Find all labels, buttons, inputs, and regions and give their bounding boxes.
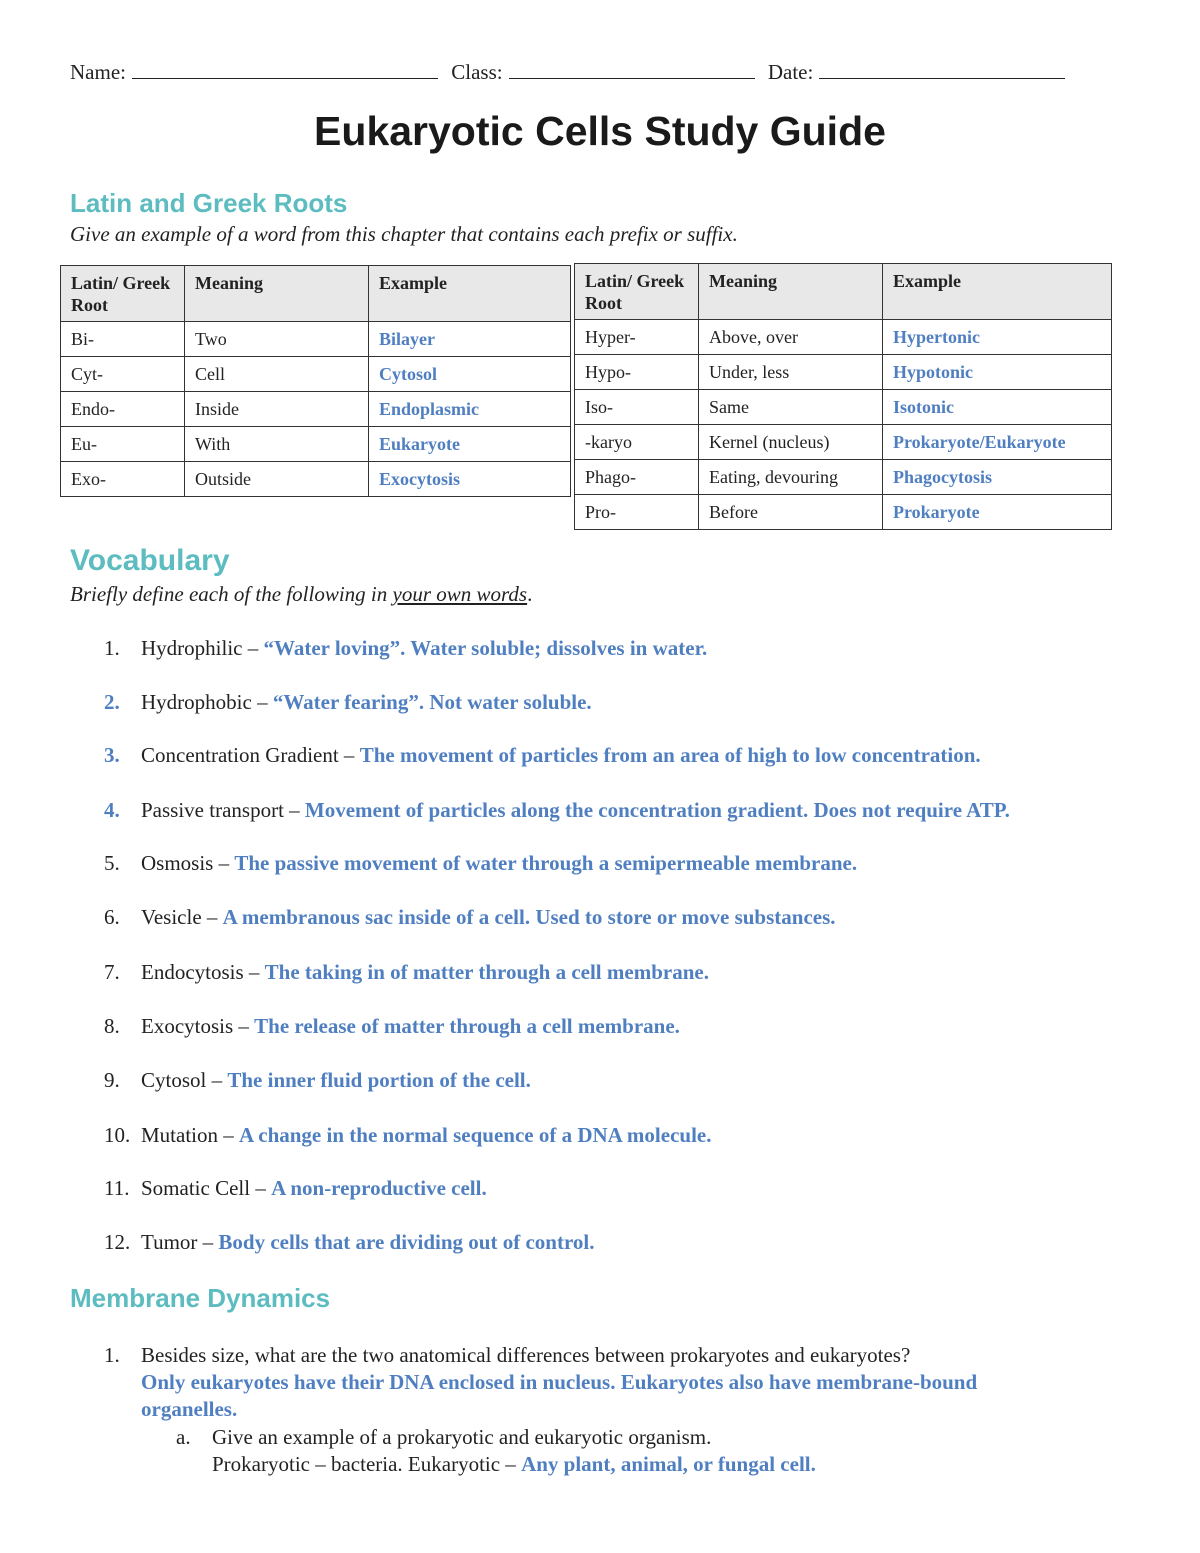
root-cell: -karyo (575, 425, 699, 460)
example-cell: Hypotonic (883, 355, 1112, 390)
meaning-cell: Before (699, 495, 883, 530)
table-row (575, 495, 1112, 530)
instruction-underlined: your own words (392, 582, 528, 606)
question-number: 1. (104, 1343, 120, 1367)
example-cell: Prokaryote/Eukaryote (883, 425, 1112, 460)
item-number: 3. (104, 743, 120, 767)
class-blank[interactable] (509, 58, 755, 79)
vocab-definition: Movement of particles along the concentration gradient. Does not require ATP. (304, 798, 1010, 822)
meaning-cell: Two (185, 322, 369, 357)
table-header-row (61, 266, 571, 322)
roots-table-right (574, 263, 1112, 530)
table-row (575, 355, 1112, 390)
example-cell: Endoplasmic (369, 392, 571, 427)
root-cell: Eu- (61, 427, 185, 462)
vocab-definition: A change in the normal sequence of a DNA molecule. (239, 1123, 712, 1147)
example-cell: Hypertonic (883, 320, 1112, 355)
col-header-example: Example (883, 264, 1112, 320)
answer-text: Any plant, animal, or fungal cell. (521, 1452, 816, 1476)
vocab-term: Cytosol – (141, 1068, 228, 1092)
vocab-definition: The inner fluid portion of the cell. (227, 1068, 531, 1092)
vocab-term: Vesicle – (141, 905, 223, 929)
roots-instruction: Give an example of a word from this chapter that contains each prefix or suffix. (70, 222, 738, 246)
instruction-period: . (527, 582, 533, 606)
col-header-meaning: Meaning (699, 264, 883, 320)
meaning-cell: Same (699, 390, 883, 425)
subquestion-answer (212, 1452, 816, 1477)
vocab-term: Somatic Cell – (141, 1176, 272, 1200)
root-cell: Endo- (61, 392, 185, 427)
root-cell: Hyper- (575, 320, 699, 355)
vocab-definition: Body cells that are dividing out of control. (218, 1230, 595, 1254)
table-row (61, 427, 571, 462)
vocab-term: Tumor – (141, 1230, 219, 1254)
membrane-dynamics-heading: Membrane Dynamics (70, 1283, 331, 1313)
meaning-cell: Kernel (nucleus) (699, 425, 883, 460)
example-cell: Isotonic (883, 390, 1112, 425)
vocab-term: Mutation – (141, 1123, 239, 1147)
root-cell: Hypo- (575, 355, 699, 390)
student-info-line (70, 58, 1080, 85)
table-header-row (575, 264, 1112, 320)
col-header-root: Latin/ Greek Root (61, 266, 185, 322)
item-number: 2. (104, 690, 120, 714)
date-label: Date: (767, 60, 814, 84)
vocab-term: Osmosis – (141, 851, 235, 875)
item-number: 10. (104, 1123, 131, 1147)
example-cell: Prokaryote (883, 495, 1112, 530)
item-number: 6. (104, 905, 120, 929)
example-cell: Phagocytosis (883, 460, 1112, 495)
vocabulary-instruction (70, 582, 532, 607)
item-number: 7. (104, 960, 120, 984)
example-cell: Cytosol (369, 357, 571, 392)
vocab-term: Concentration Gradient – (141, 743, 360, 767)
root-cell: Phago- (575, 460, 699, 495)
table-row (61, 322, 571, 357)
root-cell: Cyt- (61, 357, 185, 392)
instruction-text: Briefly define each of the following in (70, 582, 393, 606)
vocab-definition: The release of matter through a cell membrane. (254, 1014, 680, 1038)
item-number: 4. (104, 798, 120, 822)
roots-heading: Latin and Greek Roots (70, 188, 348, 218)
vocab-term: Hydrophilic – (141, 636, 264, 660)
vocab-definition: The passive movement of water through a semipermeable membrane. (234, 851, 858, 875)
meaning-cell: Under, less (699, 355, 883, 390)
vocab-definition: “Water loving”. Water soluble; dissolves in water. (263, 636, 708, 660)
item-number: 9. (104, 1068, 120, 1092)
name-label: Name: (70, 60, 126, 84)
meaning-cell: Inside (185, 392, 369, 427)
question-answer-line-2 (141, 1397, 237, 1422)
table-row (575, 425, 1112, 460)
example-cell: Eukaryote (369, 427, 571, 462)
table-row (61, 462, 571, 497)
vocab-definition: The taking in of matter through a cell membrane. (264, 960, 709, 984)
page-title: Eukaryotic Cells Study Guide (314, 108, 886, 154)
vocab-definition: A non-reproductive cell. (271, 1176, 487, 1200)
vocab-term: Exocytosis – (141, 1014, 255, 1038)
col-header-example: Example (369, 266, 571, 322)
meaning-cell: Cell (185, 357, 369, 392)
item-number: 11. (104, 1176, 130, 1200)
root-cell: Bi- (61, 322, 185, 357)
meaning-cell: Outside (185, 462, 369, 497)
root-cell: Exo- (61, 462, 185, 497)
col-header-meaning: Meaning (185, 266, 369, 322)
item-number: 1. (104, 636, 120, 660)
question-answer-line-1 (141, 1370, 977, 1395)
root-cell: Iso- (575, 390, 699, 425)
vocab-term: Hydrophobic – (141, 690, 273, 714)
name-blank[interactable] (132, 58, 438, 79)
item-number: 5. (104, 851, 120, 875)
subquestion-letter: a. (176, 1425, 191, 1449)
table-row (61, 392, 571, 427)
question-text: Besides size, what are the two anatomical differences between prokaryotes and eukaryotes? (141, 1343, 911, 1367)
vocab-term: Passive transport – (141, 798, 305, 822)
vocab-term: Endocytosis – (141, 960, 265, 984)
date-blank[interactable] (819, 58, 1065, 79)
vocab-definition: “Water fearing”. Not water soluble. (272, 690, 592, 714)
item-number: 8. (104, 1014, 120, 1038)
answer-text: organelles. (141, 1397, 238, 1421)
root-cell: Pro- (575, 495, 699, 530)
answer-prefix: Prokaryotic – bacteria. Eukaryotic – (212, 1452, 522, 1476)
vocabulary-heading: Vocabulary (70, 544, 230, 577)
meaning-cell: With (185, 427, 369, 462)
col-header-root: Latin/ Greek Root (575, 264, 699, 320)
table-row (575, 390, 1112, 425)
roots-table-left (60, 265, 571, 497)
meaning-cell: Eating, devouring (699, 460, 883, 495)
subquestion-text: Give an example of a prokaryotic and eukaryotic organism. (212, 1425, 712, 1449)
item-number: 12. (104, 1230, 131, 1254)
table-row (61, 357, 571, 392)
example-cell: Bilayer (369, 322, 571, 357)
meaning-cell: Above, over (699, 320, 883, 355)
class-label: Class: (451, 60, 503, 84)
vocab-definition: A membranous sac inside of a cell. Used to store or move substances. (222, 905, 836, 929)
vocab-definition: The movement of particles from an area of high to low concentration. (359, 743, 981, 767)
table-row (575, 460, 1112, 495)
example-cell: Exocytosis (369, 462, 571, 497)
table-row (575, 320, 1112, 355)
answer-text: Only eukaryotes have their DNA enclosed in nucleus. Eukaryotes also have membrane-bound (141, 1370, 978, 1394)
